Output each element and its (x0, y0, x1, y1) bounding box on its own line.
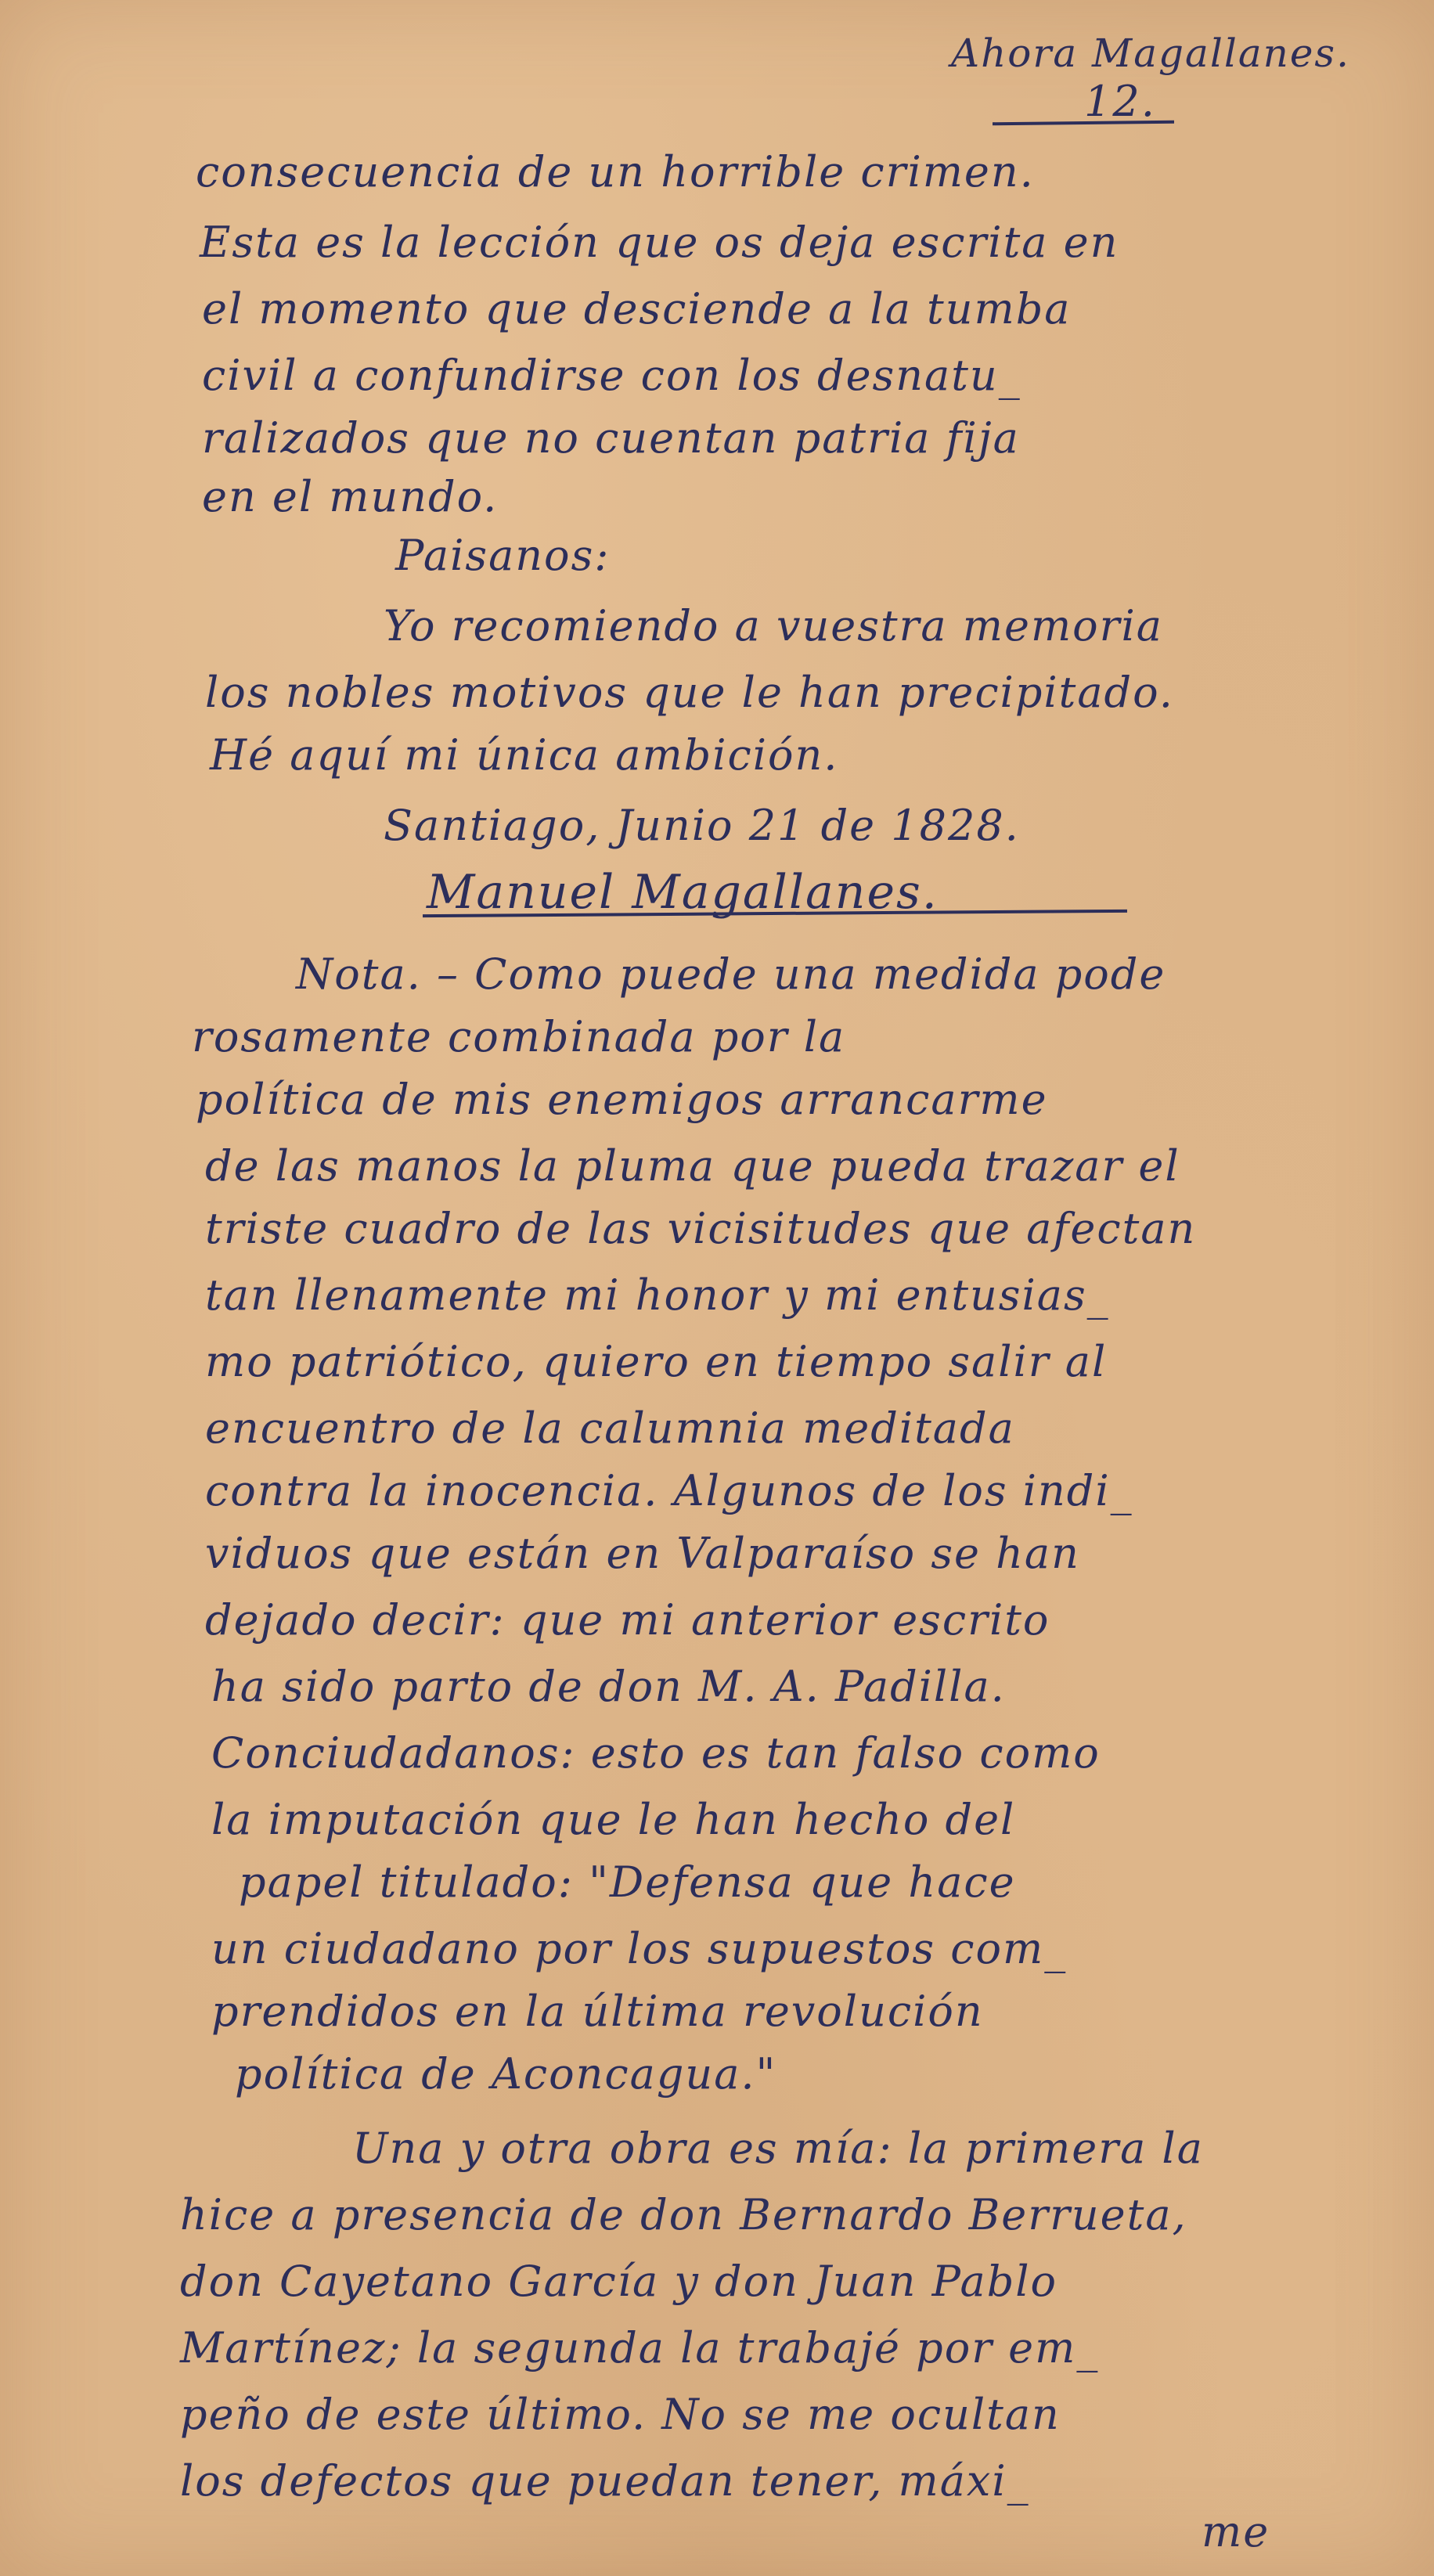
manuscript-line: hice a presencia de don Bernardo Berrueta, (180, 2190, 1187, 2239)
date-line: Santiago, Junio 21 de 1828. (384, 801, 1020, 850)
signature: Manuel Magallanes. (427, 865, 939, 920)
manuscript-line: tan llenamente mi honor y mi entusias_ (205, 1270, 1110, 1320)
manuscript-line: prendidos en la última revolución (211, 1987, 984, 2036)
manuscript-line: Paisanos: (395, 531, 611, 580)
manuscript-line: Una y otra obra es mía: la primera la (352, 2124, 1204, 2173)
manuscript-line: ralizados que no cuentan patria fija (202, 413, 1020, 463)
page-number: 12. (1084, 77, 1156, 126)
manuscript-line: Hé aquí mi única ambición. (210, 730, 839, 780)
manuscript-line: los nobles motivos que le han precipitado. (205, 668, 1174, 717)
manuscript-line: viduos que están en Valparaíso se han (205, 1529, 1080, 1578)
manuscript-line: Martínez; la segunda la trabajé por em_ (180, 2323, 1100, 2372)
manuscript-line: civil a confundirse con los desnatu_ (202, 351, 1021, 400)
manuscript-line: mo patriótico, quiero en tiempo salir al (205, 1337, 1108, 1386)
manuscript-line: contra la inocencia. Algunos de los indi_ (205, 1466, 1133, 1515)
manuscript-line: rosamente combinada por la (192, 1012, 846, 1061)
manuscript-line: de las manos la pluma que pueda trazar el (205, 1141, 1180, 1191)
manuscript-line: política de mis enemigos arrancarme (196, 1075, 1048, 1124)
manuscript-line: Nota. – Como puede una medida pode (296, 949, 1166, 999)
manuscript-line: política de Aconcagua." (235, 2049, 777, 2099)
manuscript-line: en el mundo. (202, 472, 499, 521)
manuscript-line: papel titulado: "Defensa que hace (239, 1857, 1016, 1907)
manuscript-line: la imputación que le han hecho del (211, 1795, 1016, 1844)
header-title: Ahora Magallanes. (951, 31, 1350, 76)
manuscript-line: Conciudadanos: esto es tan falso como (211, 1728, 1101, 1778)
manuscript-line: ha sido parto de don M. A. Padilla. (211, 1662, 1006, 1711)
manuscript-line: consecuencia de un horrible crimen. (196, 147, 1035, 196)
manuscript-line: don Cayetano García y don Juan Pablo (180, 2257, 1058, 2306)
manuscript-line: Esta es la lección que os deja escrita en (200, 218, 1119, 267)
manuscript-line: dejado decir: que mi anterior escrito (205, 1595, 1050, 1645)
manuscript-line: encuentro de la calumnia meditada (205, 1403, 1015, 1453)
manuscript-line: el momento que desciende a la tumba (202, 284, 1072, 333)
manuscript-line: me (1202, 2507, 1270, 2556)
manuscript-line: los defectos que puedan tener, máxi_ (180, 2456, 1030, 2506)
manuscript-line: Yo recomiendo a vuestra memoria (384, 601, 1163, 650)
manuscript-line: triste cuadro de las vicisitudes que afectan (205, 1204, 1197, 1253)
manuscript-line: un ciudadano por los supuestos com_ (211, 1924, 1068, 1973)
manuscript-line: peño de este último. No se me ocultan (180, 2390, 1061, 2439)
